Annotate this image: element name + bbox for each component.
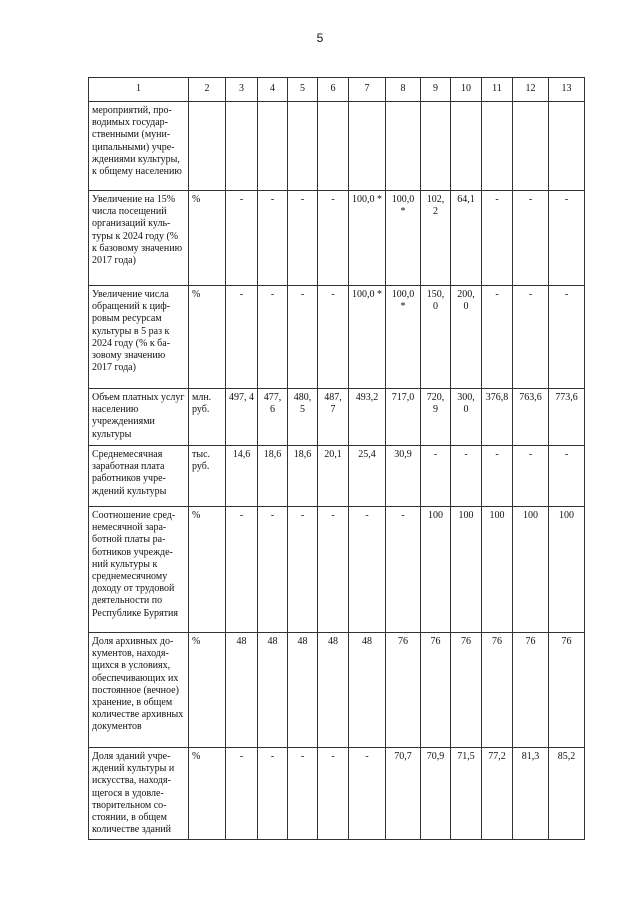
table-header-row [89, 78, 585, 102]
indicator-unit: % [189, 191, 226, 286]
value-cell: 48 [349, 633, 386, 748]
value-cell: 76 [513, 633, 549, 748]
value-cell [482, 102, 513, 191]
indicator-name: Увеличение на 15% числа посещений организаций культуры к 2024 году (% к базовому значению 2017 года) [89, 191, 189, 286]
value-cell [288, 102, 318, 191]
value-cell: - [482, 286, 513, 389]
value-cell: 100 [451, 507, 482, 633]
value-cell: 100,0 * [349, 191, 386, 286]
value-cell: 493,2 [349, 389, 386, 446]
value-cell: 85,2 [549, 748, 585, 840]
value-cell: 102, 2 [421, 191, 451, 286]
value-cell: - [451, 446, 482, 507]
table-row [89, 102, 585, 191]
value-cell: - [258, 748, 288, 840]
value-cell: 48 [258, 633, 288, 748]
value-cell: 477, 6 [258, 389, 288, 446]
value-cell: 717,0 [386, 389, 421, 446]
indicator-unit [189, 102, 226, 191]
value-cell: 487, 7 [318, 389, 349, 446]
indicator-name: Среднемесячная заработная плата работников учреждений культуры [89, 446, 189, 507]
table-row [89, 748, 585, 840]
value-cell: 76 [549, 633, 585, 748]
column-number-11: 11 [482, 78, 513, 102]
value-cell: 150, 0 [421, 286, 451, 389]
indicator-name: Объем платных услуг населению учреждениями культуры [89, 389, 189, 446]
value-cell: 30,9 [386, 446, 421, 507]
value-cell: 200, 0 [451, 286, 482, 389]
column-number-10: 10 [451, 78, 482, 102]
table-row [89, 446, 585, 507]
value-cell: - [288, 191, 318, 286]
value-cell: 71,5 [451, 748, 482, 840]
value-cell [349, 102, 386, 191]
table-row [89, 286, 585, 389]
value-cell: - [318, 286, 349, 389]
value-cell: 100,0 * [349, 286, 386, 389]
value-cell: - [482, 446, 513, 507]
value-cell: - [349, 748, 386, 840]
value-cell: 376,8 [482, 389, 513, 446]
indicators-table [88, 77, 585, 840]
value-cell: 18,6 [258, 446, 288, 507]
value-cell: 76 [451, 633, 482, 748]
value-cell: 70,9 [421, 748, 451, 840]
value-cell: - [349, 507, 386, 633]
column-number-7: 7 [349, 78, 386, 102]
indicator-unit: тыс. руб. [189, 446, 226, 507]
value-cell: - [318, 748, 349, 840]
value-cell [386, 102, 421, 191]
indicator-name: мероприятий, проводимых государственными (муниципальными) учреждениями культуры, к общему населению [89, 102, 189, 191]
column-number-6: 6 [318, 78, 349, 102]
value-cell: 497, 4 [226, 389, 258, 446]
value-cell: - [318, 507, 349, 633]
value-cell: - [258, 191, 288, 286]
value-cell: 25,4 [349, 446, 386, 507]
value-cell: - [421, 446, 451, 507]
value-cell: 100 [482, 507, 513, 633]
value-cell: - [549, 286, 585, 389]
value-cell: - [549, 446, 585, 507]
indicator-name: Доля архивных документов, находящихся в условиях, обеспечивающих их постоянное (вечное) хранение, в общем количестве архивных документов [89, 633, 189, 748]
value-cell: - [258, 507, 288, 633]
value-cell: 14,6 [226, 446, 258, 507]
table-row [89, 507, 585, 633]
column-number-3: 3 [226, 78, 258, 102]
value-cell: 76 [386, 633, 421, 748]
column-number-4: 4 [258, 78, 288, 102]
column-number-9: 9 [421, 78, 451, 102]
value-cell: 48 [288, 633, 318, 748]
value-cell: 77,2 [482, 748, 513, 840]
value-cell: - [288, 507, 318, 633]
table-row [89, 389, 585, 446]
value-cell: 20,1 [318, 446, 349, 507]
value-cell: 64,1 [451, 191, 482, 286]
indicator-unit: % [189, 633, 226, 748]
value-cell [451, 102, 482, 191]
table-row [89, 191, 585, 286]
value-cell: 48 [318, 633, 349, 748]
value-cell: - [318, 191, 349, 286]
value-cell: - [226, 191, 258, 286]
column-number-13: 13 [549, 78, 585, 102]
value-cell: - [288, 286, 318, 389]
indicator-unit: млн. руб. [189, 389, 226, 446]
value-cell: - [513, 446, 549, 507]
value-cell: - [226, 748, 258, 840]
value-cell [513, 102, 549, 191]
value-cell: - [482, 191, 513, 286]
column-number-12: 12 [513, 78, 549, 102]
table-row [89, 633, 585, 748]
value-cell: 18,6 [288, 446, 318, 507]
value-cell: - [513, 191, 549, 286]
value-cell: - [386, 507, 421, 633]
value-cell: 720, 9 [421, 389, 451, 446]
value-cell: 100,0 * [386, 191, 421, 286]
value-cell: 300, 0 [451, 389, 482, 446]
column-number-5: 5 [288, 78, 318, 102]
value-cell: - [226, 507, 258, 633]
value-cell: 81,3 [513, 748, 549, 840]
value-cell [258, 102, 288, 191]
column-number-1: 1 [89, 78, 189, 102]
indicator-name: Доля зданий учреждений культуры и искусства, находящегося в удовлетворительном состоянии, в общем количестве зданий [89, 748, 189, 840]
value-cell: - [258, 286, 288, 389]
page-number: 5 [316, 31, 324, 45]
column-number-8: 8 [386, 78, 421, 102]
value-cell [318, 102, 349, 191]
value-cell: - [288, 748, 318, 840]
indicator-unit: % [189, 286, 226, 389]
value-cell: 70,7 [386, 748, 421, 840]
value-cell: 480, 5 [288, 389, 318, 446]
value-cell: 48 [226, 633, 258, 748]
value-cell: 76 [482, 633, 513, 748]
value-cell: - [549, 191, 585, 286]
value-cell: 100 [421, 507, 451, 633]
value-cell [549, 102, 585, 191]
value-cell [421, 102, 451, 191]
value-cell: 100 [549, 507, 585, 633]
indicator-name: Увеличение числа обращений к цифровым ресурсам культуры в 5 раз к 2024 году (% к базовому значению 2017 года) [89, 286, 189, 389]
value-cell: 76 [421, 633, 451, 748]
value-cell: - [513, 286, 549, 389]
value-cell: 773,6 [549, 389, 585, 446]
value-cell [226, 102, 258, 191]
value-cell: - [226, 286, 258, 389]
value-cell: 100,0 * [386, 286, 421, 389]
value-cell: 763,6 [513, 389, 549, 446]
indicator-name: Соотношение среднемесячной заработной платы работников учреждений культуры к среднемесячному доходу от трудовой деятельности по Республике Бурятия [89, 507, 189, 633]
indicator-unit: % [189, 507, 226, 633]
value-cell: 100 [513, 507, 549, 633]
indicator-unit: % [189, 748, 226, 840]
column-number-2: 2 [189, 78, 226, 102]
